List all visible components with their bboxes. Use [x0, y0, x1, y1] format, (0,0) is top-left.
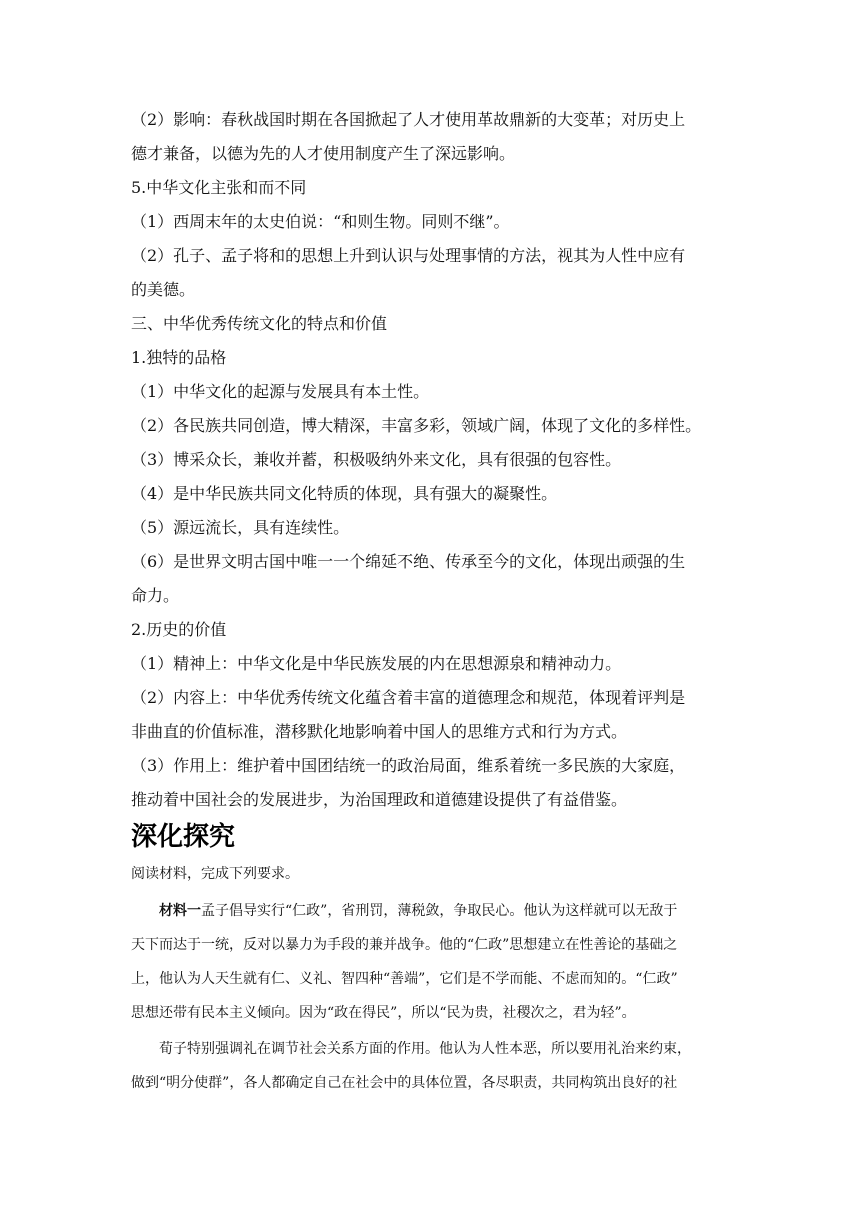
text-line: （5）源远流长，具有连续性。 [131, 518, 350, 537]
text-line: 1.独特的品格 [131, 348, 227, 367]
text-line: （2）孔子、孟子将和的思想上升到认识与处理事情的方法，视其为人性中应有 [131, 246, 686, 265]
text-line: 非曲直的价值标准，潜移默化地影响着中国人的思维方式和行为方式。 [131, 722, 628, 741]
material-1-label: 材料一 [159, 903, 201, 919]
material-1-line: 天下而达于一统，反对以暴力为手段的兼并战争。他的“仁政”思想建立在性善论的基础之 [131, 937, 678, 953]
text-line: （1）西周末年的太史伯说：“和则生物。同则不继”。 [131, 212, 510, 231]
text-line: 2.历史的价值 [131, 620, 227, 639]
text-line: 5.中华文化主张和而不同 [131, 178, 307, 197]
material-2-first-line: 荀子特别强调礼在调节社会关系方面的作用。他认为人性本恶，所以要用礼治来约束， [159, 1041, 691, 1057]
text-line: （3）博采众长，兼收并蓄，积极吸纳外来文化，具有很强的包容性。 [131, 450, 622, 469]
text-line: （1）中华文化的起源与发展具有本土性。 [131, 382, 430, 401]
text-line: 的美德。 [131, 280, 196, 299]
material-2-line: 做到“明分使群”，各人都确定自己在社会中的具体位置，各尽职责，共同构筑出良好的社 [131, 1075, 678, 1091]
section-heading: 深化探究 [131, 822, 236, 852]
text-line: 德才兼备，以德为先的人才使用制度产生了深远影响。 [131, 144, 516, 163]
material-1-line: 上，他认为人天生就有仁、义礼、智四种“善端”，它们是不学而能、不虑而知的。“仁政” [131, 971, 678, 987]
text-line: （6）是世界文明古国中唯一一个绵延不绝、传承至今的文化，体现出顽强的生 [131, 552, 686, 571]
material-1-first-line: 材料一孟子倡导实行“仁政”，省刑罚，薄税敛，争取民心。他认为这样就可以无敌于 [159, 903, 678, 919]
text-line: （2）各民族共同创造，博大精深，丰富多彩，领域广阔，体现了文化的多样性。 [131, 416, 702, 435]
text-line: （1）精神上：中华文化是中华民族发展的内在思想源泉和精神动力。 [131, 654, 622, 673]
text-line: （2）影响：春秋战国时期在各国掀起了人才使用革故鼎新的大变革；对历史上 [131, 110, 686, 129]
text-line: （4）是中华民族共同文化特质的体现，具有强大的凝聚性。 [131, 484, 558, 503]
text-line: （3）作用上：维护着中国团结统一的政治局面，维系着统一多民族的大家庭， [131, 756, 686, 775]
material-1-line: 思想还带有民本主义倾向。因为“政在得民”，所以“民为贵，社稷次之，君为轻”。 [131, 1005, 636, 1021]
instruction-text: 阅读材料，完成下列要求。 [131, 866, 299, 882]
text-line: （2）内容上：中华优秀传统文化蕴含着丰富的道德理念和规范，体现着评判是 [131, 688, 686, 707]
text-line: 命力。 [131, 586, 180, 605]
text-line: 推动着中国社会的发展进步，为治国理政和道德建设提供了有益借鉴。 [131, 790, 628, 809]
text-line: 三、中华优秀传统文化的特点和价值 [131, 314, 388, 333]
